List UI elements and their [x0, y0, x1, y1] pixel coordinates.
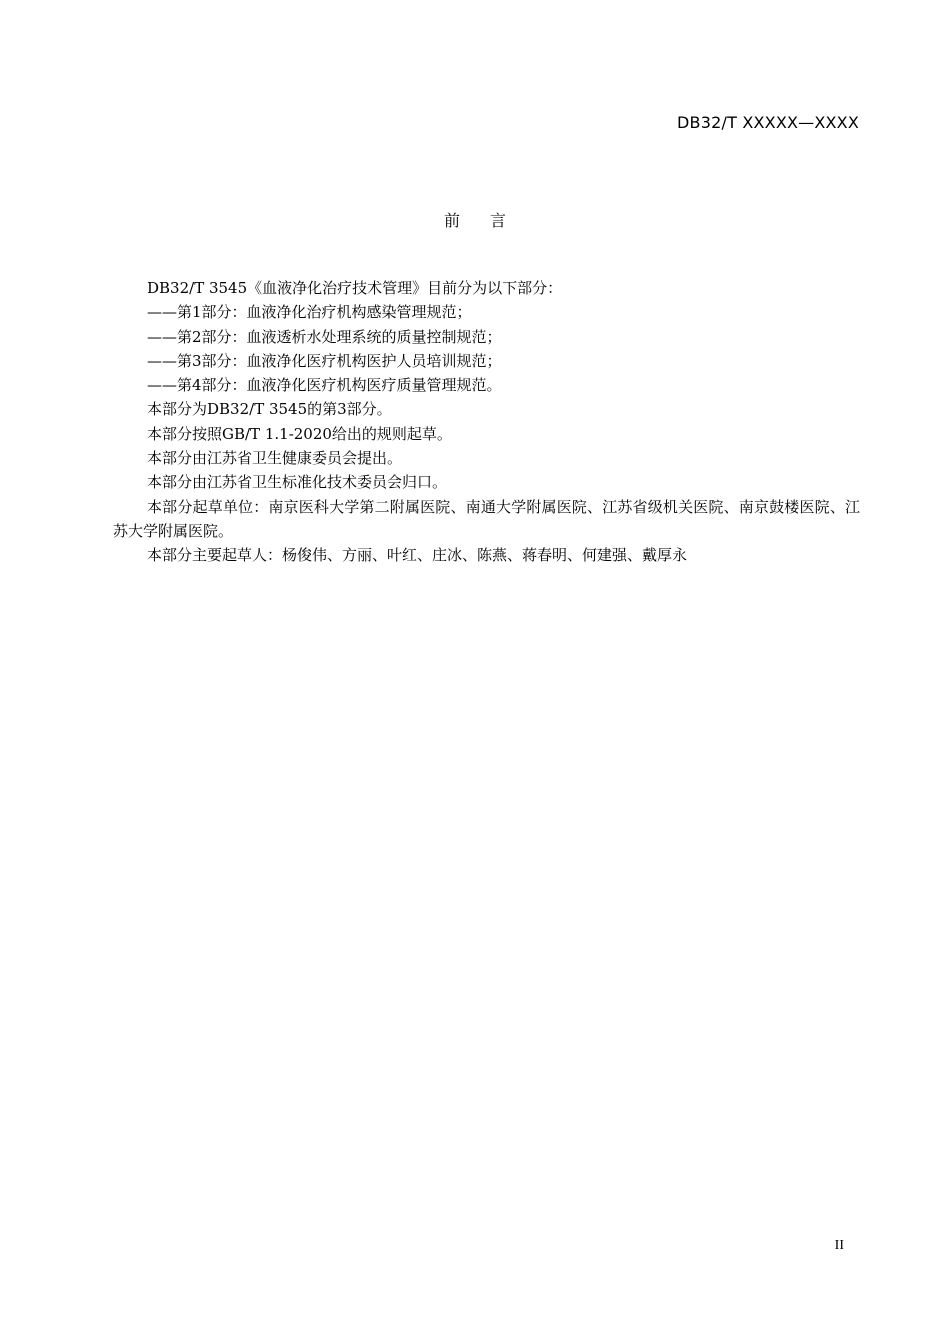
- foreword-body: [113, 276, 860, 568]
- paragraph: 本部分起草单位：南京医科大学第二附属医院、南通大学附属医院、江苏省级机关医院、南京鼓楼医院、江苏大学附属医院。: [113, 497, 860, 540]
- document-code: DB32/T XXXXX—XXXX: [677, 113, 859, 132]
- paragraph: ——第4部分：血液净化医疗机构医疗质量管理规范。: [147, 376, 502, 395]
- paragraph: 本部分由江苏省卫生标准化技术委员会归口。: [147, 473, 448, 492]
- paragraph: ——第3部分：血液净化医疗机构医护人员培训规范；: [147, 351, 502, 370]
- paragraph: 本部分按照GB/T 1.1-2020给出的规则起草。: [147, 424, 452, 443]
- paragraph: ——第1部分：血液净化治疗机构感染管理规范；: [147, 303, 472, 322]
- paragraph: 本部分由江苏省卫生健康委员会提出。: [147, 449, 403, 468]
- paragraph: DB32/T 3545《血液净化治疗技术管理》目前分为以下部分：: [147, 279, 563, 297]
- page-number: II: [834, 1238, 844, 1253]
- page-title: 前言: [443, 211, 536, 230]
- paragraph: 本部分为DB32/T 3545的第3部分。: [147, 400, 392, 419]
- paragraph: ——第2部分：血液透析水处理系统的质量控制规范；: [147, 327, 502, 346]
- paragraph: 本部分主要起草人：杨俊伟、方丽、叶红、庄冰、陈燕、蒋春明、何建强、戴厚永: [147, 546, 688, 565]
